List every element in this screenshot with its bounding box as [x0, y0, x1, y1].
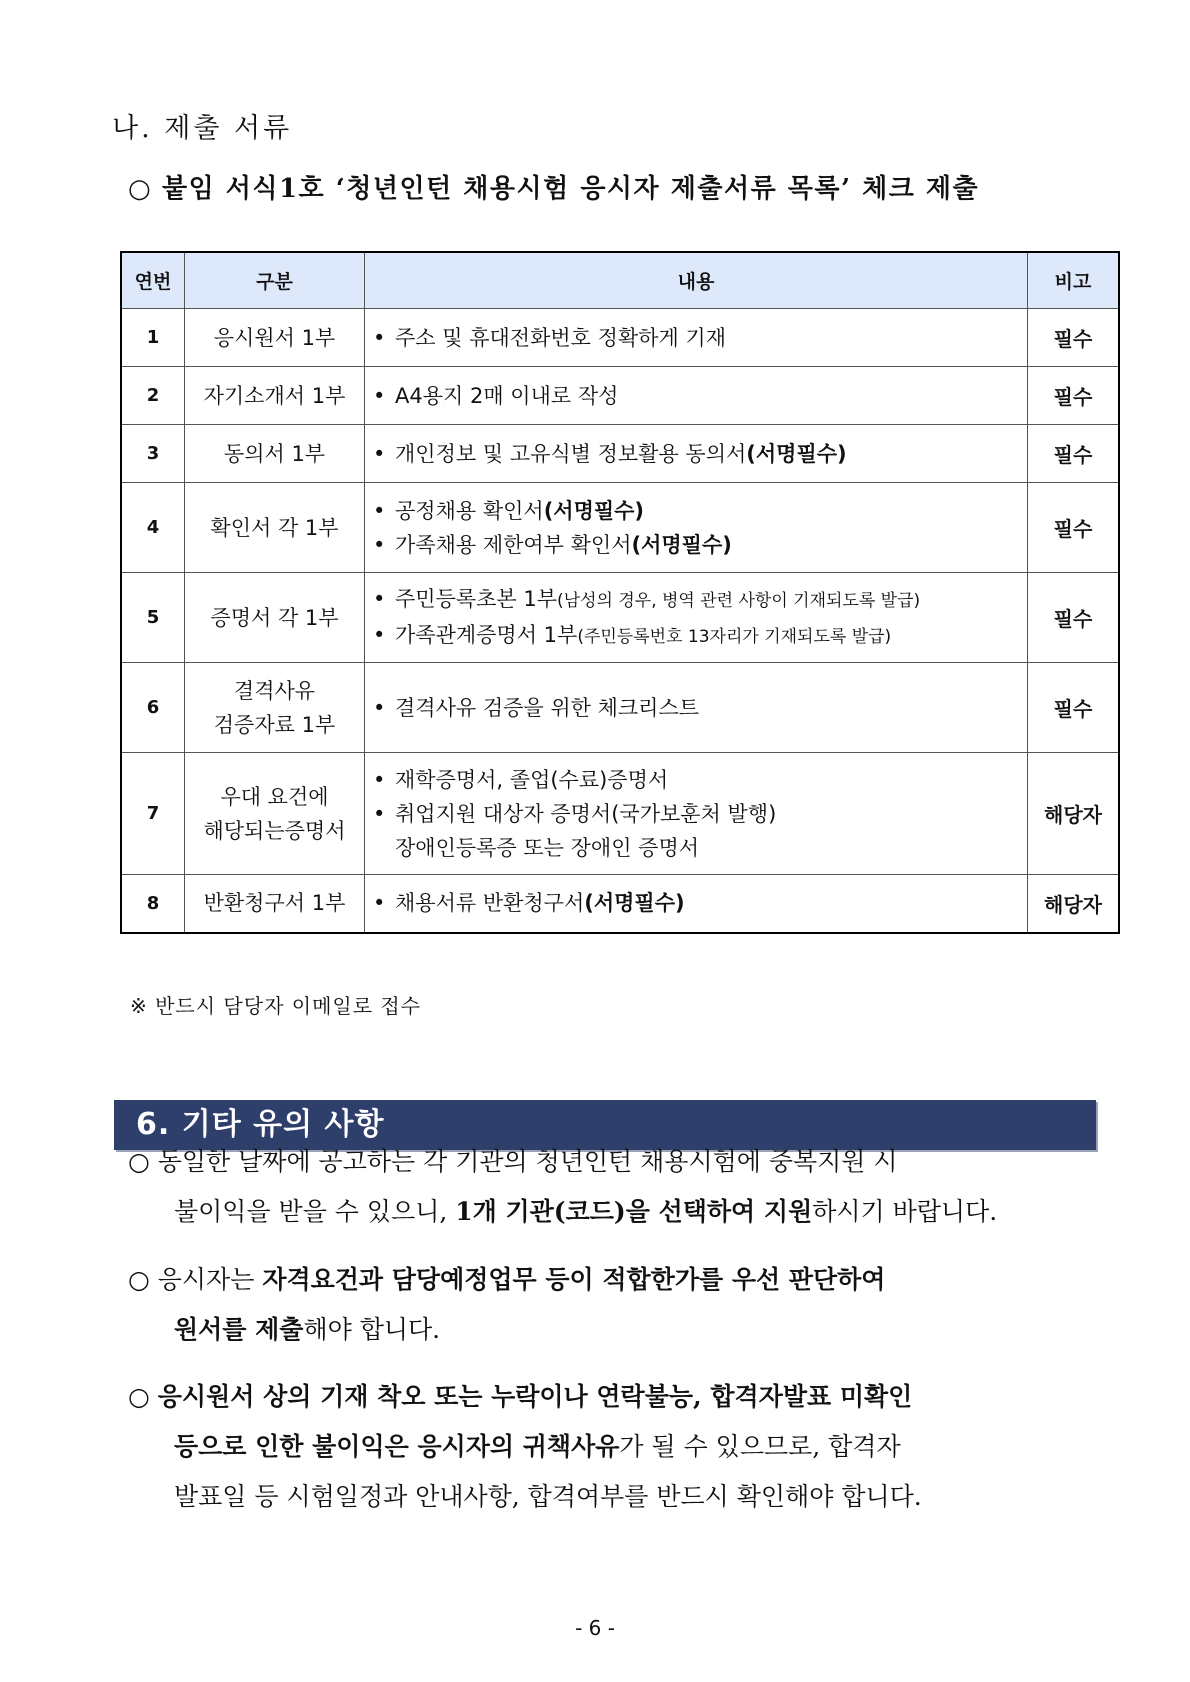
bullet-icon: •: [373, 498, 386, 523]
content-text: 주소 및 휴대전화번호 정확하게 기재: [395, 325, 726, 350]
row-category-line: 응시원서 1부: [213, 325, 336, 350]
row-note: 필수: [1028, 483, 1120, 573]
content-line: [373, 379, 1019, 413]
notice-2: [128, 1255, 1088, 1355]
bullet-icon: •: [373, 532, 386, 557]
table-row: [121, 663, 1119, 753]
content-text: 취업지원 대상자 증명서(국가보훈처 발행): [395, 801, 777, 826]
intro-quoted: ‘청년인턴 채용시험 응시자 제출서류 목록’: [335, 174, 852, 204]
row-category: [185, 573, 365, 663]
row-category: [185, 367, 365, 425]
intro-bullet: ○: [128, 174, 153, 204]
row-note: 필수: [1028, 309, 1120, 367]
row-number: 1: [121, 309, 185, 367]
row-content: [365, 425, 1028, 483]
row-category-line: 증명서 각 1부: [210, 605, 339, 630]
bullet-icon: •: [373, 767, 386, 792]
content-text: 채용서류 반환청구서: [395, 891, 585, 916]
header-content: 내용: [365, 252, 1028, 309]
content-line: [373, 691, 1019, 725]
content-line: [373, 582, 1019, 618]
row-number: 6: [121, 663, 185, 753]
row-note: 필수: [1028, 367, 1120, 425]
row-note: 해당자: [1028, 753, 1120, 875]
bullet-icon: •: [373, 383, 386, 408]
row-content: [365, 663, 1028, 753]
content-text: 가족관계증명서 1부: [395, 622, 578, 647]
notice-3-line-3: 발표일 등 시험일정과 안내사항, 합격여부를 반드시 확인해야 합니다.: [174, 1482, 922, 1511]
row-content: [365, 753, 1028, 875]
table-row: [121, 753, 1119, 875]
intro-suffix: 체크 제출: [851, 174, 980, 204]
content-text: 결격사유 검증을 위한 체크리스트: [395, 695, 700, 720]
row-note: 해당자: [1028, 875, 1120, 933]
row-number: 2: [121, 367, 185, 425]
content-line: [373, 528, 1019, 562]
header-no: 연번: [121, 252, 185, 309]
row-category-line: 우대 요건에: [220, 784, 329, 809]
content-text: 주민등록초본 1부: [395, 586, 558, 611]
row-category-line: 반환청구서 1부: [203, 891, 346, 916]
submission-intro: [128, 168, 979, 205]
row-category-line: 확인서 각 1부: [210, 515, 339, 540]
intro-prefix: 붙임 서식1호: [161, 174, 336, 204]
row-category-line: 해당되는증명서: [203, 818, 346, 843]
row-content: [365, 573, 1028, 663]
section-title: 나. 제출 서류: [112, 113, 293, 144]
row-content: [365, 367, 1028, 425]
table-row: [121, 483, 1119, 573]
bullet-icon: •: [373, 801, 386, 826]
content-text: 공정채용 확인서: [395, 498, 544, 523]
content-line: [373, 831, 1019, 865]
signature-required: (서명필수): [543, 498, 645, 523]
content-line: [373, 321, 1019, 355]
content-line: [373, 763, 1019, 797]
row-category-line: 동의서 1부: [223, 441, 326, 466]
content-remark: (남성의 경우, 병역 관련 사항이 기재되도록 발급): [557, 590, 921, 611]
row-category-line: 결격사유: [233, 678, 316, 703]
row-number: 8: [121, 875, 185, 933]
content-line: [373, 618, 1019, 654]
row-note: 필수: [1028, 573, 1120, 663]
content-remark: (주민등록번호 13자리가 기재되도록 발급): [577, 626, 892, 647]
row-content: [365, 309, 1028, 367]
row-category: [185, 309, 365, 367]
row-number: 5: [121, 573, 185, 663]
notice-1-line-1: ○ 동일한 날짜에 공고하는 각 기관의 청년인턴 채용시험에 중복지원 시: [128, 1147, 898, 1176]
notice-3-line-2: 등으로 인한 불이익은 응시자의 귀책사유가 될 수 있으므로, 합격자: [174, 1432, 901, 1461]
row-category-line: 자기소개서 1부: [203, 383, 346, 408]
section-banner: 6. 기타 유의 사항: [114, 1100, 1096, 1150]
row-category: [185, 483, 365, 573]
notice-3-line-1: ○ 응시원서 상의 기재 착오 또는 누락이나 연락불능, 합격자발표 미확인: [128, 1382, 913, 1411]
content-line: [373, 494, 1019, 528]
documents-table: [120, 251, 1120, 934]
bullet-icon: •: [373, 325, 386, 350]
footnote: ※ 반드시 담당자 이메일로 접수: [130, 994, 422, 1018]
bullet-icon: •: [373, 891, 386, 916]
table-header-row: [121, 252, 1119, 309]
notice-2-line-2: 원서를 제출해야 합니다.: [174, 1315, 441, 1344]
row-category-line: 검증자료 1부: [213, 712, 336, 737]
header-note: 비고: [1028, 252, 1120, 309]
content-line: [373, 797, 1019, 831]
notice-3: [128, 1372, 1088, 1522]
notice-1: [128, 1137, 1088, 1237]
signature-required: (서명필수): [631, 532, 732, 557]
content-text: 개인정보 및 고유식별 정보활용 동의서: [395, 441, 747, 466]
bullet-icon: •: [373, 695, 386, 720]
row-number: 3: [121, 425, 185, 483]
bullet-icon: •: [373, 586, 386, 611]
table-row: [121, 367, 1119, 425]
content-line: [373, 886, 1019, 920]
bullet-icon: •: [373, 622, 386, 647]
table-row: [121, 425, 1119, 483]
header-category: 구분: [185, 252, 365, 309]
signature-required: (서명필수): [584, 891, 685, 916]
content-line: [373, 437, 1019, 471]
notice-2-line-1: ○ 응시자는 자격요건과 담당예정업무 등이 적합한가를 우선 판단하여: [128, 1265, 886, 1294]
row-number: 7: [121, 753, 185, 875]
row-category: [185, 875, 365, 933]
table-row: [121, 309, 1119, 367]
row-content: [365, 875, 1028, 933]
page-number: - 6 -: [575, 1616, 615, 1640]
notice-1-line-2: 불이익을 받을 수 있으니, 1개 기관(코드)을 선택하여 지원하시기 바랍니다.: [174, 1197, 998, 1226]
bullet-icon: •: [373, 441, 386, 466]
row-category: [185, 663, 365, 753]
content-text: 가족채용 제한여부 확인서: [395, 532, 632, 557]
table-row: [121, 573, 1119, 663]
row-number: 4: [121, 483, 185, 573]
content-text: 재학증명서, 졸업(수료)증명서: [395, 767, 669, 792]
row-note: 필수: [1028, 425, 1120, 483]
signature-required: (서명필수): [746, 441, 847, 466]
row-category: [185, 753, 365, 875]
row-content: [365, 483, 1028, 573]
row-category: [185, 425, 365, 483]
content-text: 장애인등록증 또는 장애인 증명서: [395, 835, 700, 860]
table-row: [121, 875, 1119, 933]
content-text: A4용지 2매 이내로 작성: [395, 383, 619, 408]
row-note: 필수: [1028, 663, 1120, 753]
